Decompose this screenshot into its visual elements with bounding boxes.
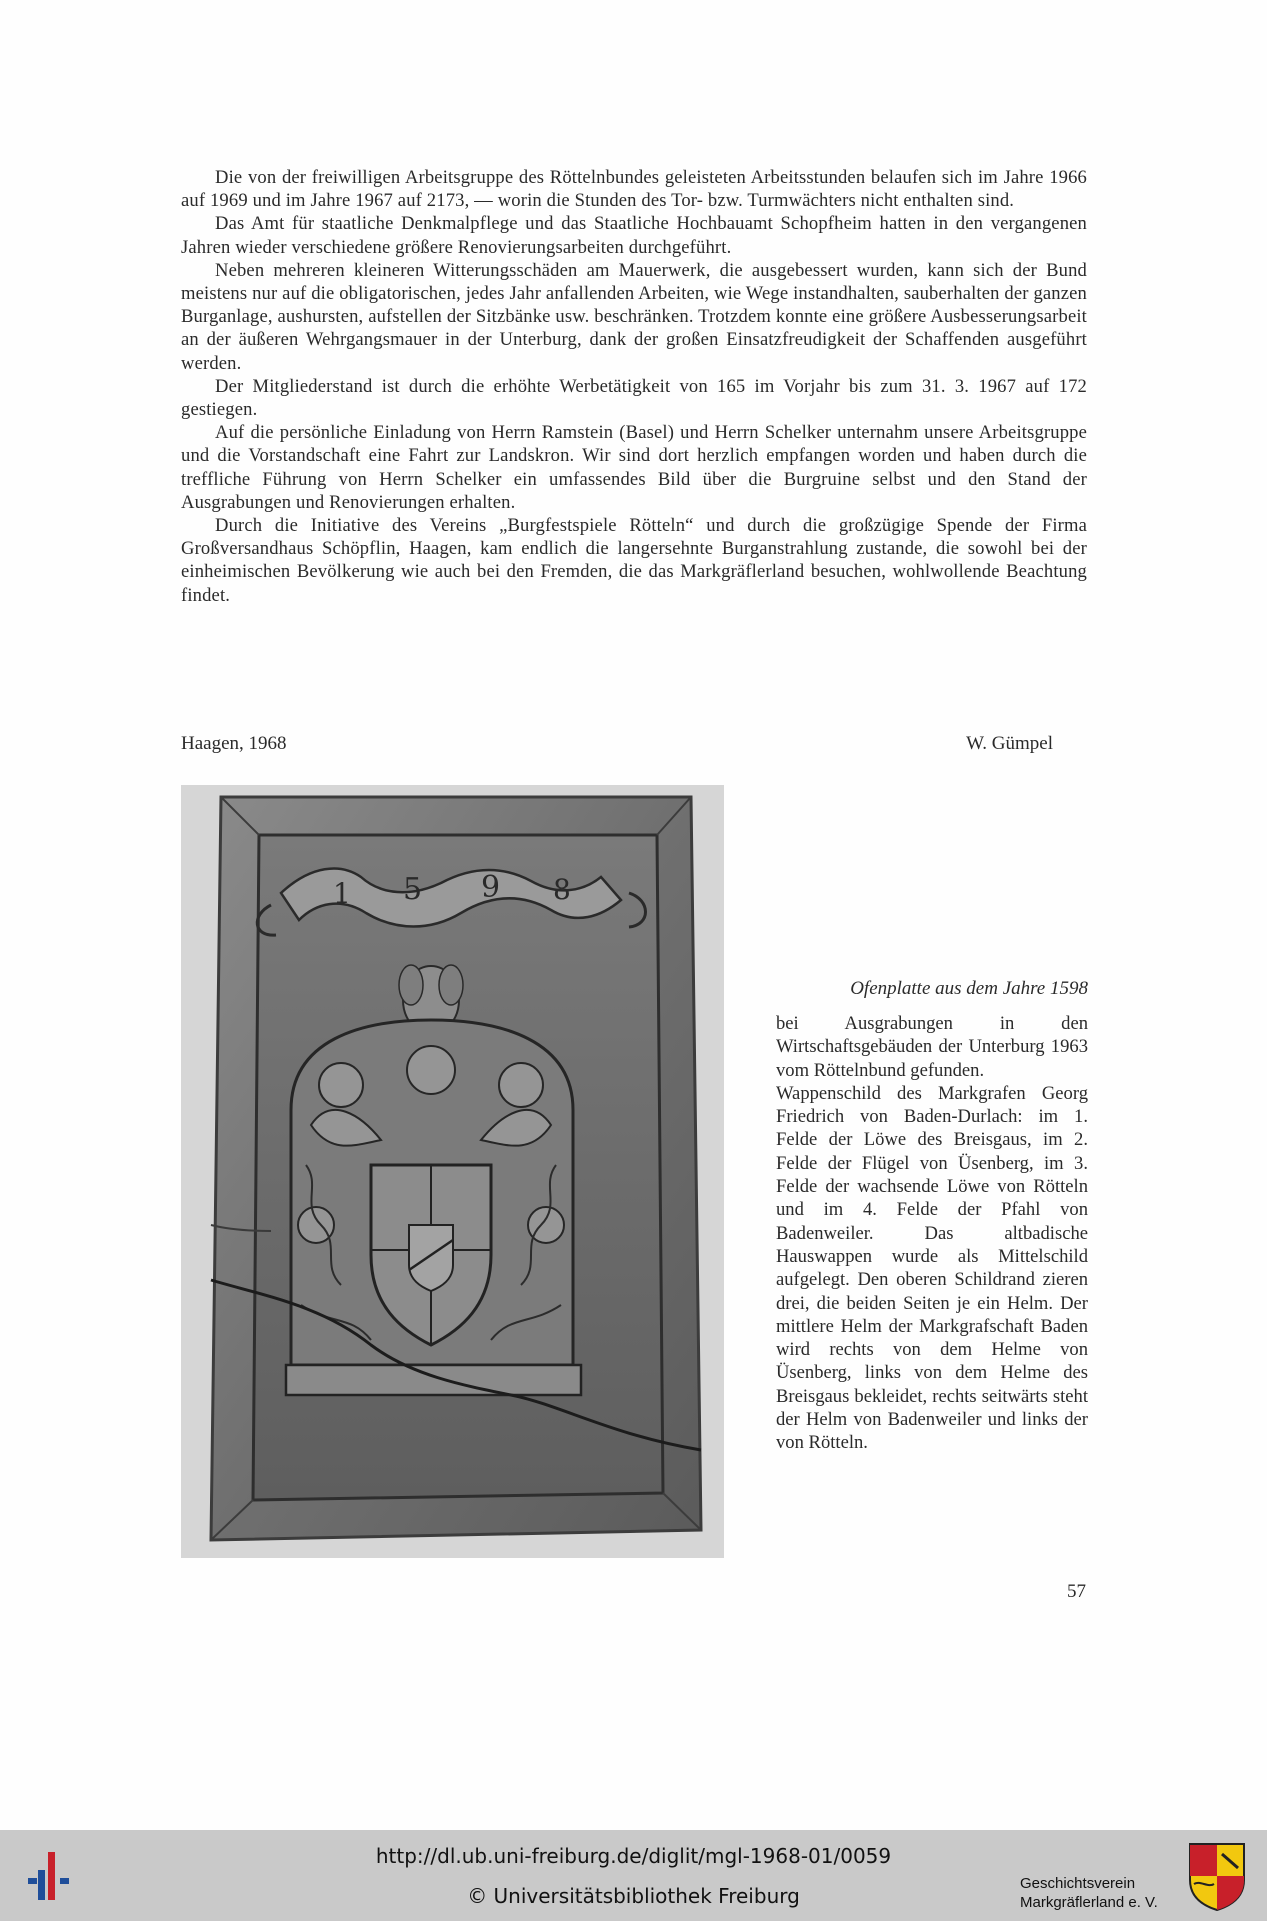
- viewer-footer: [0, 1830, 1267, 1921]
- caption-heraldry: Wappenschild des Markgrafen Georg Friedrich von Baden-Durlach: im 1. Felde der Löwe des Breisgaus, im 2. Felde der Flügel von Üsenberg, im 3. Felde der wachsende Löwe von Rötteln und im 4. Felde der Pfahl von Badenweiler. Das altbadische Hauswappen wurde als Mittelschild aufgelegt. Den oberen Schildrand zieren drei, die beiden Seiten je ein Helm. Der mittlere Helm der Markgrafschaft Baden wird rechts von dem Helme von Üsenberg, links von dem Helme des Breisgaus bekleidet, rechts seitwärts steht der Helm von Badenweiler und links der von Rötteln.: [776, 1082, 1088, 1454]
- svg-text:1: 1: [333, 877, 351, 910]
- society-name-line1: Geschichtsverein: [1020, 1875, 1136, 1892]
- svg-text:8: 8: [553, 873, 571, 906]
- paragraph-maintenance: Neben mehreren kleineren Witterungsschäden am Mauerwerk, die ausgebessert wurden, kann sich der Bund meistens nur auf die obligatorischen, jedes Jahr anfallenden Arbeiten, wie Wege instandhalten, sauberhalten der ganzen Burganlage, aushursten, aufstellen der Sitzbänke usw. beschränken. Trotzdem konnte eine größere Ausbesserungsarbeit an der äußeren Wehrgangsmauer in der Unterburg, dank der großen Einsatzfreudigkeit der Schaffenden ausgeführt werden.: [181, 259, 1087, 374]
- caption-find-location: bei Ausgrabungen in den Wirtschaftsgebäuden der Unterburg 1963 vom Röttelnbund gefunden.: [776, 1013, 1088, 1081]
- paragraph-work-hours: Die von der freiwilligen Arbeitsgruppe des Röttelnbundes geleisteten Arbeitsstunden belaufen sich im Jahre 1966 auf 1969 und im Jahre 1967 auf 2173, — worin die Stunden des Tor- bzw. Turmwächters nicht enthalten sind.: [181, 167, 1087, 212]
- paragraph-membership: Der Mitgliederstand ist durch die erhöhte Werbetätigkeit von 165 im Vorjahr bis zum 31. 3. 1967 auf 172 gestiegen.: [181, 375, 1087, 421]
- document-url-link[interactable]: http://dl.ub.uni-freiburg.de/diglit/mgl-1968-01/0059: [375, 1844, 892, 1868]
- place-date: Haagen, 1968: [181, 733, 287, 754]
- article-body: [181, 166, 1087, 607]
- stove-plate-image: [181, 785, 724, 1558]
- svg-text:9: 9: [481, 870, 501, 905]
- caption-body: [776, 1012, 1088, 1455]
- society-name-line2: Markgräflerland e. V.: [1020, 1894, 1158, 1911]
- markgraeflerland-crest-icon[interactable]: [1186, 1840, 1248, 1912]
- author-name: W. Gümpel: [966, 733, 1053, 754]
- paragraph-illumination: Durch die Initiative des Vereins „Burgfestspiele Rötteln“ und durch die großzügige Spende der Firma Großversandhaus Schöpflin, Haagen, kam endlich die langersehnte Burganstrahlung zustande, die sowohl bei der einheimischen Bevölkerung wie auch bei den Fremden, die das Markgräflerland besuchen, wohlwollende Beachtung findet.: [181, 515, 1087, 606]
- svg-text:5: 5: [403, 872, 423, 907]
- page-number: 57: [1067, 1581, 1086, 1602]
- copyright-notice: © Universitätsbibliothek Freiburg: [467, 1884, 800, 1908]
- stove-plate-photo: [181, 785, 724, 1558]
- paragraph-monument-office: Das Amt für staatliche Denkmalpflege und das Staatliche Hochbauamt Schopfheim hatten in den vergangenen Jahren wieder verschiedene größere Renovierungsarbeiten durchgeführt.: [181, 213, 1087, 258]
- figure-caption: [776, 978, 1088, 1455]
- paragraph-landskron-trip: Auf die persönliche Einladung von Herrn Ramstein (Basel) und Herrn Schelker unternahm unsere Arbeitsgruppe und die Vorstandschaft eine Fahrt zur Landskron. Wir sind dort herzlich empfangen worden und haben durch die treffliche Führung von Herrn Schelker ein umfassendes Bild über die Burgruine selbst und den Stand der Ausgrabungen und Renovierungen erhalten.: [181, 422, 1087, 513]
- caption-title: Ofenplatte aus dem Jahre 1598: [850, 978, 1088, 999]
- society-name: [1020, 1874, 1158, 1912]
